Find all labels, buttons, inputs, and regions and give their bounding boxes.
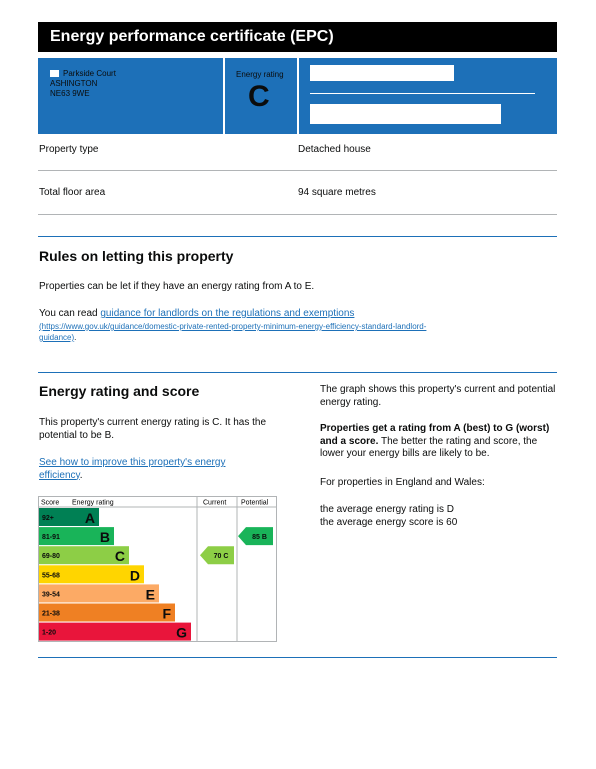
improve-link[interactable]: See how to improve this property's energy efficiency [39, 457, 226, 481]
address-block [50, 69, 116, 99]
average-score: the average energy score is 60 [320, 517, 458, 528]
url-part[interactable]: guidance) [39, 333, 75, 342]
potential-rating-label: 85 B [252, 534, 267, 542]
section-divider [38, 372, 557, 373]
redacted-block [310, 65, 454, 81]
guidance-link[interactable]: guidance for landlords on the regulations and exemptions [100, 308, 355, 319]
rating-explanation [320, 423, 560, 461]
energy-rating-label: Energy rating [236, 70, 284, 79]
header-rating: Energy rating [72, 499, 114, 507]
band-letter-g: G [176, 624, 187, 641]
graph-description: The graph shows this property's current and potential energy rating. [320, 384, 556, 408]
header-current: Current [203, 499, 227, 507]
divider [38, 214, 557, 215]
url-part[interactable]: (https://www.gov.uk/guidance/domestic-private-rented-property-minimum-energy-efficiency-standard-landlord- [39, 322, 427, 331]
divider [223, 58, 225, 134]
band-range-b: 81-91 [42, 534, 60, 542]
letting-guidance [39, 308, 549, 321]
epc-rating-chart [38, 496, 278, 644]
england-wales-text: For properties in England and Wales: [320, 477, 485, 488]
letting-heading: Rules on letting this property [39, 248, 234, 264]
average-rating: the average energy rating is D [320, 504, 454, 515]
band-range-f: 21-38 [42, 610, 60, 618]
header-score: Score [41, 499, 60, 507]
address-postcode: NE63 9WE [50, 89, 90, 98]
energy-heading: Energy rating and score [39, 383, 200, 399]
band-letter-d: D [129, 567, 140, 584]
divider [310, 93, 535, 94]
guidance-url[interactable] [39, 321, 559, 343]
floor-area-value: 94 square metres [298, 187, 376, 198]
text: . [79, 469, 83, 481]
current-rating-label: 70 C [213, 553, 229, 561]
band-letter-f: F [162, 605, 171, 622]
energy-rating-letter: C [248, 80, 270, 113]
address-line-1: Parkside Court [63, 69, 116, 78]
property-type-value: Detached house [298, 144, 371, 155]
band-letter-a: A [84, 510, 95, 526]
floor-area-label: Total floor area [39, 187, 106, 198]
address-line-2: ASHINGTON [50, 79, 98, 88]
improve-link-block [39, 457, 259, 482]
text: The better the rating and score, the lower your energy bills are likely to be. [320, 435, 538, 459]
band-range-c: 69-80 [42, 553, 60, 561]
divider [38, 170, 557, 171]
band-range-a: 92+ [42, 515, 54, 522]
band-range-e: 39-54 [42, 591, 60, 599]
band-range-g: 1-20 [42, 629, 57, 637]
section-divider [38, 236, 557, 237]
band-letter-c: C [114, 548, 125, 565]
redacted-block [310, 104, 501, 124]
band-bar-g [39, 623, 191, 641]
energy-paragraph: This property's current energy rating is C. It has the potential to be B. [39, 417, 267, 441]
band-letter-b: B [99, 529, 110, 546]
page-title: Energy performance certificate (EPC) [38, 22, 557, 52]
bold-text: Properties get a rating from A (best) to G (worst) and a score. [320, 423, 550, 447]
text: You can read [39, 308, 101, 319]
section-divider [38, 657, 557, 658]
band-range-d: 55-68 [42, 572, 60, 580]
header-potential: Potential [241, 499, 269, 507]
divider [297, 58, 299, 134]
text: . [74, 333, 77, 342]
band-letter-e: E [145, 586, 155, 603]
checkbox-icon [50, 70, 59, 77]
letting-paragraph: Properties can be let if they have an energy rating from A to E. [39, 281, 315, 292]
property-type-label: Property type [39, 144, 99, 155]
